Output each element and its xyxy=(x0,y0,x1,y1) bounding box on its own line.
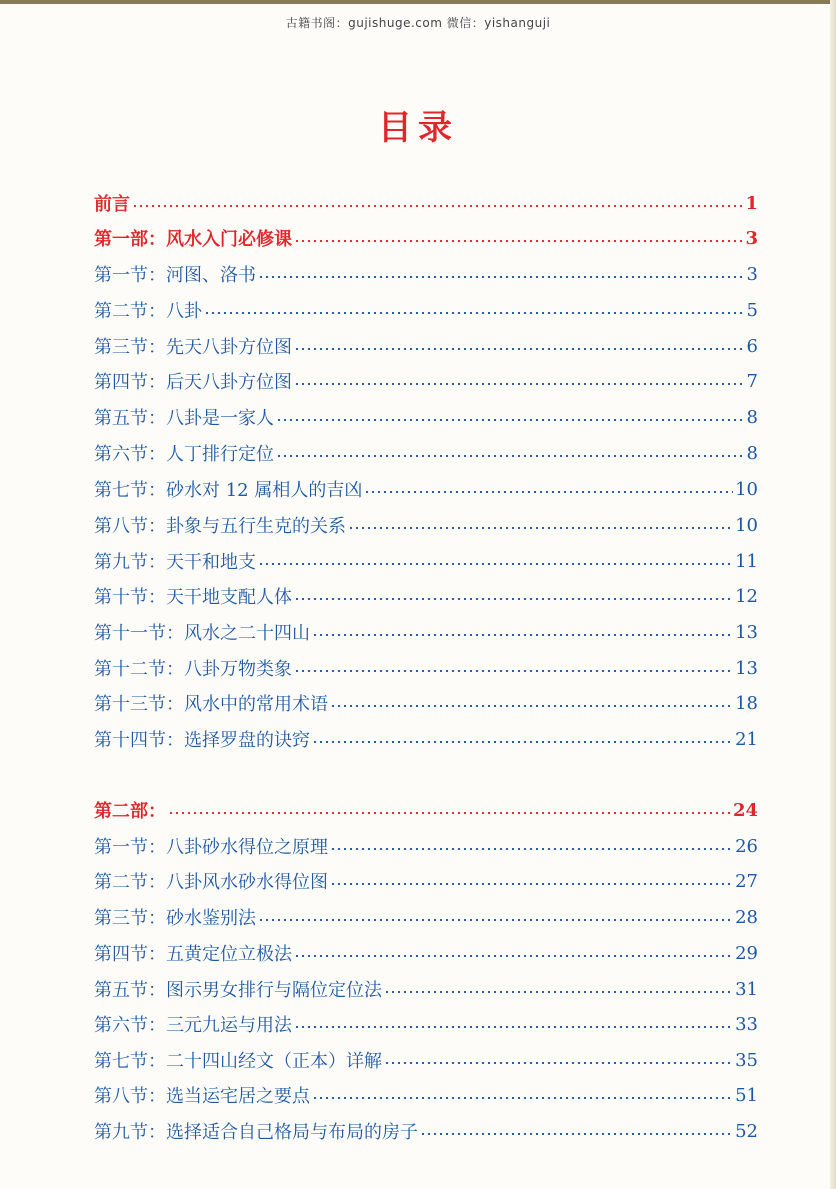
toc-part-entry[interactable] xyxy=(94,225,758,251)
toc-entry-page-number: 13 xyxy=(735,657,758,679)
toc-entry-label: 第十节：天干地支配人体 xyxy=(94,587,292,608)
toc-entry-label: 第十四节：选择罗盘的诀窍 xyxy=(94,730,310,751)
dot-leader xyxy=(364,491,733,493)
toc-entry-page-number: 10 xyxy=(735,478,758,500)
toc-entry-page-number: 12 xyxy=(735,585,758,607)
dot-leader xyxy=(384,1062,733,1064)
toc-entry-page-number: 35 xyxy=(735,1049,758,1071)
toc-entry-page-number: 18 xyxy=(735,692,758,714)
toc-entry[interactable] xyxy=(94,297,758,323)
dot-leader xyxy=(258,919,733,921)
dot-leader xyxy=(294,383,745,385)
toc-part-entry[interactable] xyxy=(94,797,758,823)
dot-leader xyxy=(348,527,733,529)
toc-entry-label: 第八节：卦象与五行生克的关系 xyxy=(94,516,346,537)
toc-entry[interactable] xyxy=(94,368,758,394)
toc-entry-label: 第三节：砂水鉴别法 xyxy=(94,908,256,929)
toc-entry-page-number: 11 xyxy=(735,550,758,572)
toc-entry-label: 第六节：人丁排行定位 xyxy=(94,444,274,465)
toc-entry-label: 第一节：八卦砂水得位之原理 xyxy=(94,837,328,858)
toc-entry-label: 第二节：八卦 xyxy=(94,301,202,322)
toc-entry-label: 第一节：河图、洛书 xyxy=(94,265,256,286)
dot-leader xyxy=(258,563,733,565)
toc-entry[interactable] xyxy=(94,1082,758,1108)
toc-entry-page-number: 29 xyxy=(735,942,758,964)
toc-entry[interactable] xyxy=(94,1011,758,1037)
dot-leader xyxy=(168,812,731,814)
toc-part-entry[interactable] xyxy=(94,190,758,216)
dot-leader xyxy=(276,419,745,421)
dot-leader xyxy=(258,276,745,278)
toc-entry-label: 第九节：天干和地支 xyxy=(94,552,256,573)
toc-entry-page-number: 26 xyxy=(735,835,758,857)
toc-entry[interactable] xyxy=(94,548,758,574)
dot-leader xyxy=(294,348,745,350)
toc-entry[interactable] xyxy=(94,619,758,645)
dot-leader xyxy=(294,240,743,242)
toc-entry-page-number: 3 xyxy=(745,227,758,249)
toc-entry-page-number: 27 xyxy=(735,870,758,892)
toc-entry-label: 第二部： xyxy=(94,801,166,822)
toc-entry-page-number: 13 xyxy=(735,621,758,643)
toc-entry-page-number: 8 xyxy=(746,442,758,464)
toc-entry[interactable] xyxy=(94,1047,758,1073)
dot-leader xyxy=(132,205,743,207)
toc-entry-page-number: 7 xyxy=(746,370,758,392)
toc-entry-label: 第二节：八卦风水砂水得位图 xyxy=(94,872,328,893)
dot-leader xyxy=(312,1097,733,1099)
toc-entry[interactable] xyxy=(94,512,758,538)
dot-leader xyxy=(330,705,733,707)
toc-entry-page-number: 8 xyxy=(746,406,758,428)
toc-entry-label: 第四节：五黄定位立极法 xyxy=(94,944,292,965)
toc-entry[interactable] xyxy=(94,655,758,681)
page-title: 目录 xyxy=(378,108,458,148)
page-header: 古籍书阁：gujishuge.com 微信：yishanguji xyxy=(285,16,551,30)
toc-entry-page-number: 5 xyxy=(746,299,758,321)
toc-entry-label: 第七节：砂水对 12 属相人的吉凶 xyxy=(94,480,363,501)
toc-entry[interactable] xyxy=(94,261,758,287)
toc-entry-label: 第八节：选当运宅居之要点 xyxy=(94,1086,310,1107)
toc-entry[interactable] xyxy=(94,404,758,430)
toc-entry[interactable] xyxy=(94,726,758,752)
toc-entry-label: 第一部：风水入门必修课 xyxy=(94,229,292,250)
toc-entry-page-number: 24 xyxy=(732,799,758,821)
toc-entry[interactable] xyxy=(94,583,758,609)
toc-entry[interactable] xyxy=(94,1118,758,1144)
toc-entry[interactable] xyxy=(94,476,758,502)
toc-entry[interactable] xyxy=(94,833,758,859)
toc-entry-page-number: 3 xyxy=(746,263,758,285)
dot-leader xyxy=(294,955,733,957)
toc-entry-page-number: 1 xyxy=(745,192,758,214)
toc-entry-label: 第六节：三元九运与用法 xyxy=(94,1015,292,1036)
dot-leader xyxy=(330,848,733,850)
dot-leader xyxy=(294,670,733,672)
toc-entry[interactable] xyxy=(94,940,758,966)
toc-entry[interactable] xyxy=(94,440,758,466)
toc-entry-page-number: 52 xyxy=(735,1120,758,1142)
dot-leader xyxy=(294,1026,733,1028)
toc-entry-page-number: 10 xyxy=(735,514,758,536)
dot-leader xyxy=(204,312,745,314)
toc-entry[interactable] xyxy=(94,904,758,930)
dot-leader xyxy=(294,598,733,600)
toc-entry-page-number: 33 xyxy=(735,1013,758,1035)
dot-leader xyxy=(276,455,745,457)
toc-entry-label: 第十二节：八卦万物类象 xyxy=(94,659,292,680)
toc-entry-label: 第三节：先天八卦方位图 xyxy=(94,337,292,358)
toc-entry-label: 第五节：图示男女排行与隔位定位法 xyxy=(94,980,382,1001)
toc-entry-label: 第七节：二十四山经文（正本）详解 xyxy=(94,1051,382,1072)
toc-entry-label: 第四节：后天八卦方位图 xyxy=(94,372,292,393)
dot-leader xyxy=(420,1133,733,1135)
dot-leader xyxy=(330,883,733,885)
toc-entry-page-number: 6 xyxy=(746,335,758,357)
page-edge xyxy=(830,0,836,1189)
toc-entry-label: 第十三节：风水中的常用术语 xyxy=(94,694,328,715)
toc-entry-page-number: 28 xyxy=(735,906,758,928)
toc-entry[interactable] xyxy=(94,690,758,716)
toc-entry-page-number: 51 xyxy=(735,1084,758,1106)
toc-entry-page-number: 31 xyxy=(735,978,758,1000)
toc-entry-label: 第十一节：风水之二十四山 xyxy=(94,623,310,644)
toc-entry-label: 前言 xyxy=(94,194,130,215)
toc-entry-page-number: 21 xyxy=(735,728,758,750)
top-border xyxy=(0,0,836,4)
toc-entry[interactable] xyxy=(94,868,758,894)
toc-entry[interactable] xyxy=(94,976,758,1002)
toc-entry-label: 第五节：八卦是一家人 xyxy=(94,408,274,429)
toc-entry[interactable] xyxy=(94,333,758,359)
dot-leader xyxy=(312,741,733,743)
toc-entry-label: 第九节：选择适合自己格局与布局的房子 xyxy=(94,1122,418,1143)
dot-leader xyxy=(384,991,733,993)
dot-leader xyxy=(312,634,733,636)
